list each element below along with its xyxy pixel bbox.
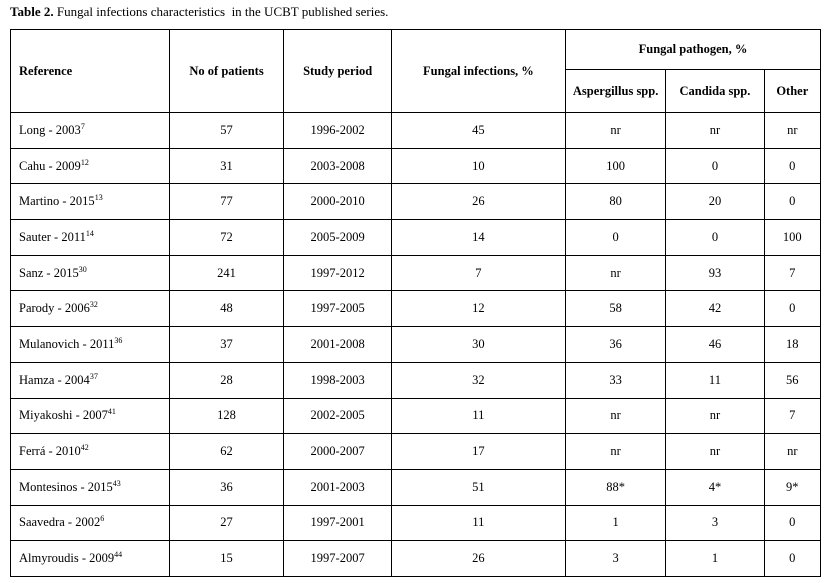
cell-candida: 0 [666, 148, 764, 184]
reference-citation: 43 [112, 478, 121, 488]
reference-citation: 36 [114, 335, 123, 345]
cell-infections: 26 [391, 541, 565, 577]
cell-reference [11, 255, 170, 291]
cell-period: 1997-2012 [284, 255, 392, 291]
cell-infections: 12 [391, 291, 565, 327]
table-row [11, 398, 821, 434]
cell-period: 2002-2005 [284, 398, 392, 434]
reference-text: Sauter - 2011 [19, 229, 86, 244]
cell-reference [11, 148, 170, 184]
table-row [11, 327, 821, 363]
cell-period: 2001-2008 [284, 327, 392, 363]
table-row [11, 255, 821, 291]
cell-other: 0 [764, 541, 820, 577]
cell-aspergillus: 58 [565, 291, 665, 327]
cell-candida: 42 [666, 291, 764, 327]
cell-period: 1998-2003 [284, 362, 392, 398]
cell-infections: 11 [391, 505, 565, 541]
cell-period: 1996-2002 [284, 113, 392, 149]
header-candida: Candida spp. [666, 70, 764, 113]
cell-infections: 51 [391, 469, 565, 505]
table-row [11, 184, 821, 220]
cell-infections: 14 [391, 220, 565, 256]
cell-infections: 45 [391, 113, 565, 149]
header-fungal-infections: Fungal infections, % [391, 30, 565, 113]
cell-candida: 1 [666, 541, 764, 577]
reference-citation: 6 [100, 514, 105, 524]
cell-reference [11, 327, 170, 363]
cell-aspergillus: nr [565, 255, 665, 291]
reference-citation: 32 [89, 300, 98, 310]
reference-text: Cahu - 2009 [19, 158, 81, 173]
cell-candida: nr [666, 434, 764, 470]
cell-other: 7 [764, 398, 820, 434]
cell-period: 2000-2007 [284, 434, 392, 470]
fungal-infections-table [10, 29, 821, 577]
reference-citation: 7 [80, 121, 85, 131]
cell-aspergillus: 33 [565, 362, 665, 398]
reference-text: Martino - 2015 [19, 194, 95, 209]
reference-citation: 30 [78, 264, 87, 274]
reference-text: Long - 2003 [19, 122, 81, 137]
table-row [11, 434, 821, 470]
table-row [11, 148, 821, 184]
cell-aspergillus: 1 [565, 505, 665, 541]
header-aspergillus: Aspergillus spp. [565, 70, 665, 113]
cell-period: 1997-2001 [284, 505, 392, 541]
cell-patients: 15 [169, 541, 284, 577]
header-other: Other [764, 70, 820, 113]
cell-other: 100 [764, 220, 820, 256]
cell-reference [11, 113, 170, 149]
cell-other: 18 [764, 327, 820, 363]
cell-aspergillus: nr [565, 434, 665, 470]
cell-patients: 31 [169, 148, 284, 184]
cell-infections: 32 [391, 362, 565, 398]
cell-candida: 46 [666, 327, 764, 363]
cell-candida: nr [666, 113, 764, 149]
reference-text: Saavedra - 2002 [19, 515, 101, 530]
cell-patients: 77 [169, 184, 284, 220]
table-row [11, 220, 821, 256]
header-study-period: Study period [284, 30, 392, 113]
table-row [11, 113, 821, 149]
cell-candida: 20 [666, 184, 764, 220]
cell-other: nr [764, 113, 820, 149]
cell-infections: 17 [391, 434, 565, 470]
reference-citation: 12 [80, 157, 89, 167]
cell-infections: 11 [391, 398, 565, 434]
cell-patients: 128 [169, 398, 284, 434]
reference-citation: 13 [94, 193, 103, 203]
reference-text: Mulanovich - 2011 [19, 336, 115, 351]
cell-other: 0 [764, 505, 820, 541]
header-reference: Reference [11, 30, 170, 113]
cell-patients: 72 [169, 220, 284, 256]
cell-reference [11, 398, 170, 434]
cell-candida: nr [666, 398, 764, 434]
cell-other: 56 [764, 362, 820, 398]
reference-text: Miyakoshi - 2007 [19, 408, 108, 423]
cell-reference [11, 291, 170, 327]
cell-other: 0 [764, 148, 820, 184]
reference-text: Montesinos - 2015 [19, 479, 113, 494]
cell-other: 0 [764, 184, 820, 220]
reference-citation: 44 [114, 550, 123, 560]
header-patients: No of patients [169, 30, 284, 113]
cell-infections: 30 [391, 327, 565, 363]
cell-patients: 62 [169, 434, 284, 470]
reference-citation: 41 [107, 407, 116, 417]
cell-reference [11, 469, 170, 505]
reference-citation: 37 [89, 371, 98, 381]
reference-citation: 42 [80, 443, 89, 453]
cell-infections: 7 [391, 255, 565, 291]
cell-aspergillus: 100 [565, 148, 665, 184]
table-caption-label: Table 2. [10, 4, 54, 19]
cell-candida: 3 [666, 505, 764, 541]
cell-candida: 4* [666, 469, 764, 505]
cell-other: 0 [764, 291, 820, 327]
cell-period: 1997-2007 [284, 541, 392, 577]
cell-patients: 36 [169, 469, 284, 505]
cell-patients: 241 [169, 255, 284, 291]
cell-other: 9* [764, 469, 820, 505]
table-row [11, 505, 821, 541]
cell-aspergillus: nr [565, 113, 665, 149]
cell-candida: 93 [666, 255, 764, 291]
cell-period: 2000-2010 [284, 184, 392, 220]
cell-reference [11, 220, 170, 256]
cell-aspergillus: 36 [565, 327, 665, 363]
cell-patients: 37 [169, 327, 284, 363]
table-body [11, 113, 821, 577]
cell-candida: 11 [666, 362, 764, 398]
table-row [11, 291, 821, 327]
cell-patients: 28 [169, 362, 284, 398]
table-row [11, 362, 821, 398]
cell-patients: 57 [169, 113, 284, 149]
cell-infections: 26 [391, 184, 565, 220]
cell-patients: 48 [169, 291, 284, 327]
cell-aspergillus: 80 [565, 184, 665, 220]
cell-aspergillus: 3 [565, 541, 665, 577]
header-fungal-pathogen: Fungal pathogen, % [565, 30, 820, 70]
cell-other: nr [764, 434, 820, 470]
cell-reference [11, 434, 170, 470]
cell-aspergillus: nr [565, 398, 665, 434]
reference-text: Sanz - 2015 [19, 265, 79, 280]
cell-period: 2001-2003 [284, 469, 392, 505]
reference-text: Hamza - 2004 [19, 372, 90, 387]
table-row [11, 469, 821, 505]
cell-reference [11, 184, 170, 220]
cell-period: 1997-2005 [284, 291, 392, 327]
cell-reference [11, 362, 170, 398]
cell-reference [11, 505, 170, 541]
cell-infections: 10 [391, 148, 565, 184]
table-caption [10, 4, 388, 20]
reference-citation: 14 [85, 228, 94, 238]
cell-other: 7 [764, 255, 820, 291]
reference-text: Ferrá - 2010 [19, 444, 81, 459]
cell-reference [11, 541, 170, 577]
cell-period: 2005-2009 [284, 220, 392, 256]
header-row [11, 30, 821, 70]
reference-text: Almyroudis - 2009 [19, 551, 115, 566]
cell-period: 2003-2008 [284, 148, 392, 184]
cell-candida: 0 [666, 220, 764, 256]
table-row [11, 541, 821, 577]
table-caption-text: Fungal infections characteristics in the UCBT published series. [53, 4, 389, 19]
cell-aspergillus: 0 [565, 220, 665, 256]
cell-aspergillus: 88* [565, 469, 665, 505]
reference-text: Parody - 2006 [19, 301, 90, 316]
cell-patients: 27 [169, 505, 284, 541]
